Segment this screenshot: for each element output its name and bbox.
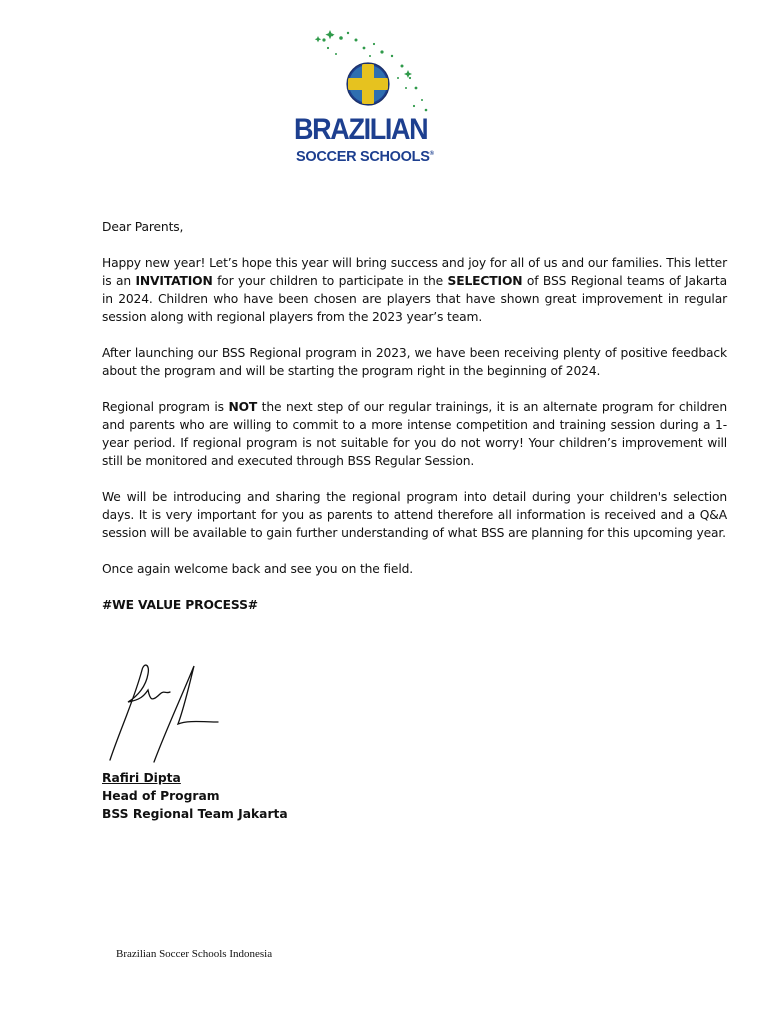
paragraph-welcome-back: Once again welcome back and see you on the field.: [102, 562, 414, 576]
soccer-ball-logo-icon: [310, 26, 440, 118]
paragraph-selection-days: We will be introducing and sharing the regional program into detail during your children's selection days. It is very important for you as parents to attend therefore all information is received and a Q&A session will be available to gain further understanding of what BSS are planning for this upcoming year.: [102, 490, 727, 540]
handwritten-signature: [104, 660, 224, 764]
paragraph-invitation: Happy new year! Let’s hope this year will bring success and joy for all of us and our families. This letter is an INVITATION for your children to participate in the SELECTION of BSS Regional teams of Jakarta in 2024. Children who have been chosen are players that have shown great improvement in regular session along with regional players from the 2023 year’s team.: [102, 256, 727, 324]
tagline: #WE VALUE PROCESS#: [102, 598, 258, 612]
emphasis-invitation: INVITATION: [135, 274, 213, 288]
emphasis-selection: SELECTION: [447, 274, 523, 288]
signer-team: BSS Regional Team Jakarta: [102, 807, 288, 821]
paragraph-program-launch: After launching our BSS Regional program in 2023, we have been receiving plenty of positive feedback about the program and will be starting the program right in the beginning of 2024.: [102, 346, 727, 378]
letter-body: [102, 218, 727, 632]
paragraph-regional-not-next-step: Regional program is NOT the next step of our regular trainings, it is an alternate program for children and parents who are willing to commit to a more intense competition and training session during a 1-year period. If regional program is not suitable for you do not worry! Your children’s improvement will still be monitored and executed through BSS Regular Session.: [102, 400, 727, 468]
footer-organization: Brazilian Soccer Schools Indonesia: [116, 948, 273, 960]
emphasis-not: NOT: [228, 400, 258, 414]
signer-title: Head of Program: [102, 789, 220, 803]
registered-mark: ®: [429, 151, 434, 157]
signer-block: [102, 769, 288, 823]
salutation: Dear Parents,: [102, 220, 184, 234]
signer-name: Rafiri Dipta: [102, 771, 181, 785]
brand-name-line1: BRAZILIAN: [294, 113, 428, 146]
brand-name-line2: SOCCER SCHOOLS®: [296, 148, 434, 165]
brand-logo: [290, 26, 450, 166]
